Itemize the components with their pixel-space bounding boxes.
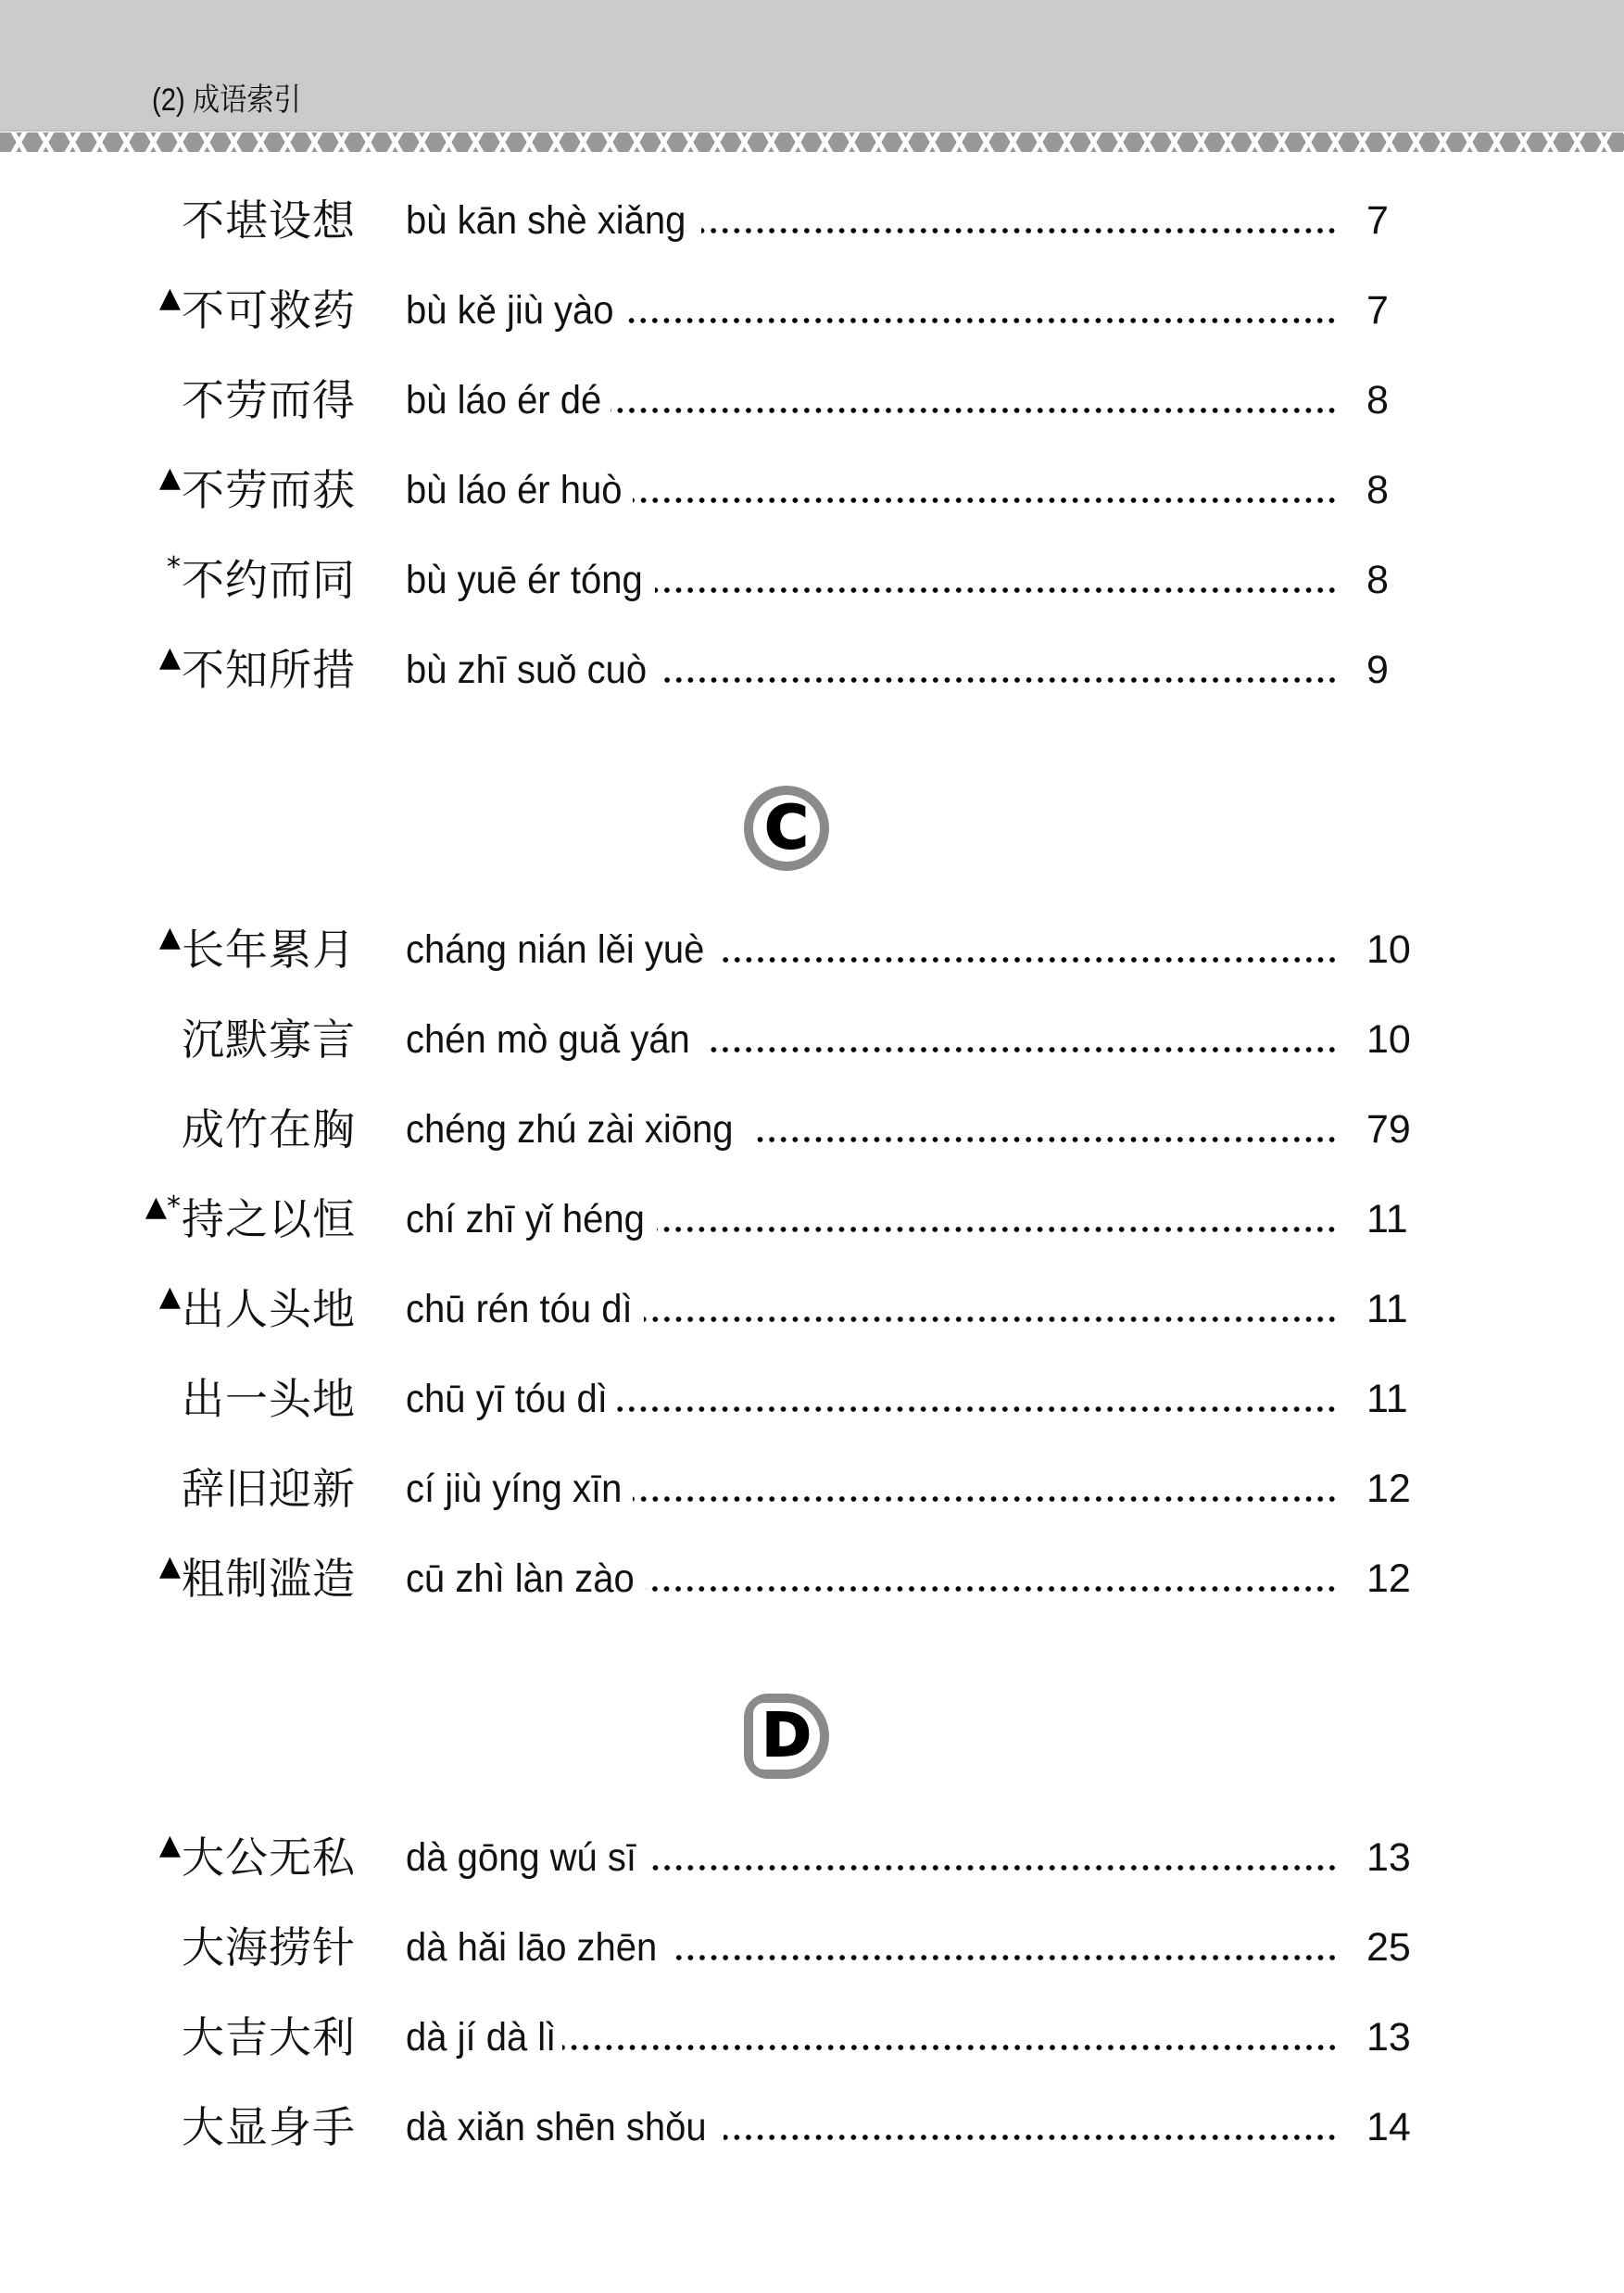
triangle-mark-icon: ▲ <box>158 1829 181 1861</box>
pinyin-text: bù láo ér dé <box>406 378 602 422</box>
dot-leader <box>633 1496 1338 1502</box>
pinyin-text: bù kān shè xiǎng <box>406 198 686 243</box>
index-entry[interactable] <box>0 191 1624 250</box>
page-number: 8 <box>1366 378 1389 422</box>
page-number: 9 <box>1366 648 1389 692</box>
page-number: 14 <box>1366 2105 1411 2149</box>
pinyin-text: chí zhī yǐ héng <box>406 1197 645 1241</box>
dot-leader <box>644 1317 1338 1322</box>
idiom-text: 不可救药 <box>182 285 356 335</box>
page-number: 79 <box>1366 1107 1411 1152</box>
section-letter: C <box>764 794 809 863</box>
index-entry[interactable] <box>0 1369 1624 1429</box>
idiom-text: 沉默寡言 <box>182 1014 356 1065</box>
page-number: 7 <box>1366 288 1389 333</box>
index-entry[interactable] <box>0 1279 1624 1339</box>
idiom-text: 不知所措 <box>182 645 356 695</box>
idiom-text: 大海捞针 <box>182 1922 356 1972</box>
pinyin-text: cū zhì làn zào <box>406 1556 635 1601</box>
dot-leader <box>655 587 1338 593</box>
dot-leader <box>562 2045 1339 2050</box>
page-number: 8 <box>1366 558 1389 602</box>
index-entry[interactable] <box>0 640 1624 699</box>
section-letter-c-badge <box>744 786 829 871</box>
pinyin-text: chén mò guǎ yán <box>406 1017 690 1062</box>
index-entry[interactable] <box>0 1549 1624 1608</box>
dot-leader <box>724 2135 1338 2140</box>
idiom-text: 辞旧迎新 <box>182 1464 356 1514</box>
index-entry[interactable] <box>0 1190 1624 1249</box>
triangle-mark-icon: ▲ <box>158 461 181 494</box>
pinyin-text: dà jí dà lì <box>406 2015 557 2060</box>
section-letter: D <box>762 1702 812 1770</box>
dot-leader <box>623 318 1338 323</box>
triangle-mark-icon: ▲ <box>158 921 181 953</box>
triangle-mark-icon: ▲ <box>158 641 181 674</box>
section-letter-d-badge <box>744 1694 829 1779</box>
pinyin-text: bù kě jiù yào <box>406 288 614 333</box>
pinyin-text: dà xiǎn shēn shǒu <box>406 2105 707 2149</box>
page-number: 11 <box>1366 1287 1408 1331</box>
page-number: 10 <box>1366 927 1411 972</box>
pinyin-text: chū rén tóu dì <box>406 1287 633 1331</box>
idiom-text: 大吉大利 <box>182 2012 356 2062</box>
page-header <box>0 0 1624 132</box>
index-entry[interactable] <box>0 371 1624 430</box>
pinyin-text: cháng nián lěi yuè <box>406 927 705 972</box>
dot-leader <box>660 677 1338 683</box>
pinyin-text: chéng zhú zài xiōng <box>406 1107 734 1152</box>
index-entry[interactable] <box>0 1459 1624 1518</box>
idiom-text: 大显身手 <box>182 2102 356 2152</box>
dot-leader <box>617 1406 1338 1412</box>
idiom-text: 成竹在胸 <box>182 1104 356 1154</box>
idiom-text: 不劳而获 <box>182 465 356 515</box>
dot-leader <box>646 1586 1338 1592</box>
page-number: 8 <box>1366 468 1389 512</box>
dot-leader <box>671 1955 1338 1960</box>
page-number: 13 <box>1366 1835 1411 1880</box>
triangle-asterisk-mark-icon: ▲* <box>145 1191 181 1223</box>
idiom-text: 不堪设想 <box>182 195 356 246</box>
page-number: 10 <box>1366 1017 1411 1062</box>
pinyin-text: dà gōng wú sī <box>406 1835 637 1880</box>
triangle-mark-icon: ▲ <box>158 1280 181 1313</box>
index-entry[interactable] <box>0 1010 1624 1069</box>
pinyin-text: cí jiù yíng xīn <box>406 1467 623 1511</box>
pinyin-text: dà hǎi lāo zhēn <box>406 1925 658 1970</box>
pinyin-text: bù yuē ér tóng <box>406 558 643 602</box>
index-entry[interactable] <box>0 1100 1624 1159</box>
triangle-mark-icon: ▲ <box>158 1550 181 1582</box>
idiom-text: 持之以恒 <box>182 1194 356 1244</box>
pinyin-text: chū yī tóu dì <box>406 1377 608 1421</box>
index-entry[interactable] <box>0 2008 1624 2067</box>
index-entry[interactable] <box>0 1828 1624 1887</box>
page-number: 11 <box>1366 1377 1408 1421</box>
dot-leader <box>722 957 1338 963</box>
page-number: 7 <box>1366 198 1389 243</box>
dot-leader <box>701 228 1338 233</box>
asterisk-mark-icon: * <box>167 551 181 584</box>
page-number: 12 <box>1366 1556 1411 1601</box>
page-title: (2) 成语索引 <box>152 82 301 118</box>
idiom-text: 出一头地 <box>182 1374 356 1424</box>
dot-leader <box>752 1137 1338 1142</box>
index-entry[interactable] <box>0 281 1624 340</box>
dot-leader <box>633 498 1338 503</box>
triangle-mark-icon: ▲ <box>158 282 181 314</box>
dot-leader <box>706 1047 1338 1052</box>
idiom-text: 不劳而得 <box>182 375 356 425</box>
idiom-text: 不约而同 <box>182 555 356 605</box>
idiom-text: 长年累月 <box>182 925 356 975</box>
index-entry[interactable] <box>0 1918 1624 1977</box>
dot-leader <box>648 1865 1338 1871</box>
idiom-text: 出人头地 <box>182 1284 356 1334</box>
dot-leader <box>657 1227 1338 1232</box>
page-number: 12 <box>1366 1467 1411 1511</box>
pinyin-text: bù zhī suǒ cuò <box>406 648 648 692</box>
idiom-text: 大公无私 <box>182 1833 356 1883</box>
index-entry[interactable] <box>0 2098 1624 2157</box>
index-entry[interactable] <box>0 460 1624 520</box>
index-entry[interactable] <box>0 920 1624 979</box>
decorative-band <box>0 132 1624 152</box>
idiom-text: 粗制滥造 <box>182 1554 356 1604</box>
dot-leader <box>611 408 1338 413</box>
page-number: 25 <box>1366 1925 1411 1970</box>
page-number: 13 <box>1366 2015 1411 2060</box>
page-number: 11 <box>1366 1197 1408 1241</box>
pinyin-text: bù láo ér huò <box>406 468 623 512</box>
index-entry[interactable] <box>0 550 1624 610</box>
